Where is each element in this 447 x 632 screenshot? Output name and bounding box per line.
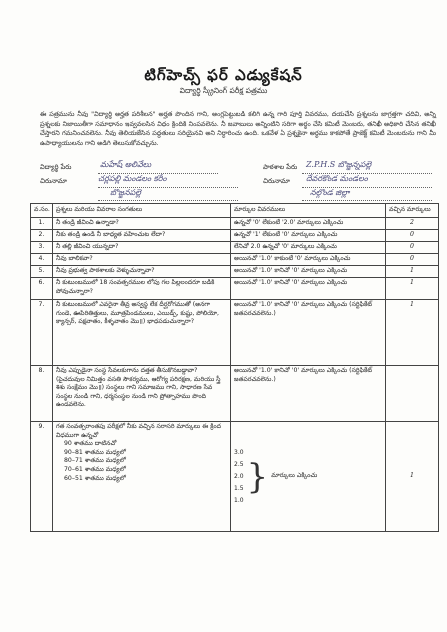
row-question: నీ తల్లి జీవించి యున్నదా? [53,242,231,254]
score-scale [234,447,382,507]
row-marks[interactable] [386,366,439,422]
address-right-label: చిరునామా [263,177,290,185]
score-value: 2.0 [234,472,244,480]
table-row [31,242,439,254]
row-marks[interactable]: 0 [386,230,439,242]
address-right-value-1[interactable]: దేవరకొండ మండలం [306,174,368,183]
curly-brace-icon: } [246,456,269,497]
percentage-option: 60–51 శాతము మధ్యలో [64,474,126,482]
row-marks[interactable]: 1 [386,266,439,278]
row-scoring-rule: అయినచో '1.0' కాకుంటే '0' మార్కులు ఎక్కించు [231,254,386,266]
row-scoring-rule: మార్కులు ఎక్కించు [271,472,318,480]
row-marks[interactable]: 1 [386,422,439,532]
address-left-value-1[interactable]: చర్లపల్లి మండలం కరీం [98,174,167,183]
address-left-line-2 [98,199,238,201]
form-subtitle: విద్యార్థి స్క్రీనింగ్ పరీక్ష పత్రము [179,86,268,95]
table-row [31,300,439,366]
row-number: 2. [31,230,53,242]
column-header-number: వ.సం. [31,204,53,218]
score-value: 2.5 [234,460,244,468]
row-number: 9. [31,422,53,532]
row-question-cell [53,422,231,532]
row-number: 7. [31,300,53,366]
table-row [31,422,439,532]
score-value: 1.0 [234,496,244,504]
row-scoring-rule: అయినచో '1.0' కానిచో '0' మార్కులు ఎక్కించు [231,266,386,278]
row-question: నీవు బాలికవా? [53,254,231,266]
row-marks[interactable]: 2 [386,218,439,230]
percentage-option: 70–61 శాతము మధ్యలో [64,465,126,473]
row-scoring-cell [231,422,386,532]
address-left-label: చిరునామా [40,177,67,185]
screening-questions-table [30,203,439,532]
school-name-value[interactable]: Z.P.H.S బొజ్జన్నపల్లె [306,160,372,169]
address-left-value-2[interactable]: బొజ్జనపల్లె [110,188,141,197]
address-right-value-2[interactable]: నల్గొండ జిల్లా [310,188,350,197]
row-number: 6. [31,278,53,300]
row-scoring-rule: లేనిచో 2.0 ఉన్నచో '0' మార్కులు ఎక్కించు [231,242,386,254]
percentage-option: 90 శాతము దాటినచో [64,440,117,448]
row-scoring-rule: అయినచో '1.0' కానిచో '0' మార్కులు ఎక్కించు [231,278,386,300]
table-row [31,254,439,266]
row-scoring-rule: ఉన్నచో '0' లేకుంటే '2.0' మార్కులు ఎక్కించు [231,218,386,230]
percentage-option: 90–81 శాతము మధ్యలో [64,448,126,456]
column-header-marks-obtained: వచ్చిన మార్కులు [386,204,439,218]
table-row [31,266,439,278]
row-number: 3. [31,242,53,254]
row-number: 8. [31,366,53,422]
row-marks[interactable]: 1 [386,300,439,366]
score-values [234,447,244,507]
table-row [31,218,439,230]
column-header-question: ప్రశ్నలు మరియు వివరాల సంగతులు [53,204,231,218]
percentage-options-list [56,440,227,483]
row-question: నీ కుటుంబములో ఎవరైనా తీవ్ర అస్వస్థ లేక దీర్ఘరోగముతో (అనగా గుండె, ఊపిరితిత్తులు, మూత్రపిండములు, ఎయిడ్స్, కుష్టు, పోలియో, క్యాన్సర్, పక్షవాతం, కీళ్ళవాతం మొ॥) భాధపడుచున్నారా? [53,300,231,366]
student-name-label: విద్యార్థి పేరు [40,163,72,171]
student-name-value[interactable]: మహేష్ అలివేలు [100,160,152,169]
row-marks[interactable]: 0 [386,254,439,266]
instructions-paragraph: ఈ పత్రమును నీవు "విద్యార్థి అర్హత పరిశీలన" అర్హత పొందిన గాని, అంగ్లపెట్టుబడి కలిగి ఉన్న గారి పూర్తి వివరము, దయచేసి ప్రశ్నలను జాగ్రత్తగా చదివి, అన్ని ప్రశ్నలకు నిజాయితీగా సమాధానం ఇవ్వవలసిన విధం క్రిందికి నింపవలెను. నీ జవాబులు అన్నింటిని సరిగా అర్థం చేసి కమిటీ మెంబరు, తనిఖీ అధికారి చేసిన తనిఖీ చేస్తారని గమనించవలెను. నీవు తెలియజేసిన పద్ధతులు సరియైనవి అని నిర్ధారించు ఉంది. ఒకవేళ ఏ ప్రశ్నకైనా అర్థము కాకపోతే ప్రాజెక్ట్ కమిటీ మెంబరును గాని మీ ఉపాధ్యాయులను గాని అడిగి తెలుసుకోవచ్చును. [40,110,436,147]
row-scoring-rule: అయినచో '1.0' కానిచో '0' మార్కులు ఎక్కించు (సర్టిఫికేట్ జతపరచవలెను.) [231,366,386,422]
column-header-marks-details: మార్కుల వివరములు [231,204,386,218]
row-marks[interactable]: 1 [386,278,439,300]
row-question: నీవు ప్రభుత్వ పాఠశాలకు వెళ్ళుచున్నావా? [53,266,231,278]
score-value: 3.0 [234,448,244,456]
address-right-line-2 [302,199,432,201]
row-question: నీవు ఎప్పుడైనా సంస్థ సేవలకుగాను దత్తత తీసుకొనబడ్డావా? (పైచదువుల నిమిత్తం వసతి సౌకర్యము, ఆరోగ్య పరిరక్షణ, మరియు స్త్రీ శిశు సంక్షేమం మొ॥) సంస్థలు గాని సమాజము గాని, సాధారణ సేవ సంస్థల నుండి గాని, ధర్మసంస్థల నుండి గాని ప్రోత్సాహము పొంది ఉండవలెను. [53,366,231,422]
row-number: 1. [31,218,53,230]
row-question: నీ తండ్రి జీవించి ఉన్నాడా? [53,218,231,230]
table-row [31,278,439,300]
table-header-row [31,204,439,218]
row-marks[interactable]: 0 [386,242,439,254]
row-scoring-rule: అయినచో '1.0' కానిచో '0' మార్కులు ఎక్కించు (సర్టిఫికేట్ జతపరచవలెను.) [231,300,386,366]
table-row [31,366,439,422]
row-question: నీ కుటుంబములో 18 సంవత్సరముల లోపు గల పిల్లలందరూ బడికి పోవుచున్నారా? [53,278,231,300]
percentage-option: 80–71 శాతము మధ్యలో [64,457,126,465]
row-question: నీకు తండ్రి ఉండి నీ బాధ్యత వహించుట లేదా? [53,230,231,242]
organization-title: టిగ్‌హెచ్స్ ఫర్ ఎడ్యుకేషన్ [144,66,303,84]
score-value: 1.5 [234,484,244,492]
row-number: 4. [31,254,53,266]
school-name-label: పాఠశాల పేరు [263,163,298,171]
row-question: గత సంవత్సరాంతపు పరీక్షలో నీకు వచ్చిన సరాసరి మార్కులు ఈ క్రింద విధముగా ఉన్నచో [56,423,221,439]
table-row [31,230,439,242]
row-scoring-rule: ఉన్నచో '1' లేకుంటే '0' మార్కులు ఎక్కించు [231,230,386,242]
row-number: 5. [31,266,53,278]
